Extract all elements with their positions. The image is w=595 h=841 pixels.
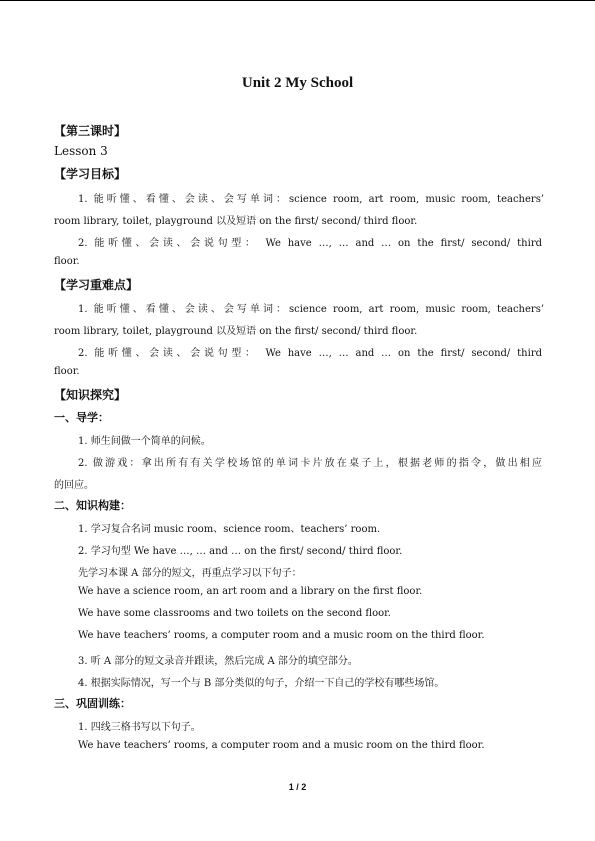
page-title: Unit 2 My School — [241, 75, 354, 91]
build-item1: 1. 学习复合名词 music room、science room、teachers’ room. — [78, 524, 381, 535]
build-item3: 3. 听 A 部分的短文录音并跟读，然后完成 A 部分的填空部分。 — [78, 656, 358, 667]
guide-item2-line1: 2. 做游戏：拿出所有有关学校场馆的单词卡片放在桌子上，根据老师的指令，做出相应 — [78, 458, 542, 469]
build-item4: 4. 根据实际情况，写一个与 B 部分类似的句子，介绍一下自己的学校有哪些场馆。 — [78, 678, 445, 689]
objectives-item1-line1: 1. 能听懂、看懂、会读、会写单词：science room, art room, music room, teachers’ — [78, 194, 544, 205]
objectives-item2-line2: floor. — [54, 256, 80, 267]
objectives-item2-line1: 2. 能听懂、会读、会说句型： We have …, … and … on the first/ second/ third — [78, 238, 542, 249]
build-heading: 二、知识构建： — [54, 499, 131, 512]
page-top-rule — [0, 0, 595, 1]
practice-sentence: We have teachers’ rooms, a computer room and a music room on the third floor. — [78, 740, 485, 751]
lesson-label: Lesson 3 — [54, 144, 108, 158]
guide-heading: 一、导学： — [54, 411, 109, 424]
objectives-item1-line2: room library, toilet, playground 以及短语 on the first/ second/ third floor. — [54, 216, 418, 227]
guide-item2-line2: 的回应。 — [54, 480, 94, 491]
practice-heading: 三、巩固训练： — [54, 697, 131, 710]
key-points-item2-line1: 2. 能听懂、会读、会说句型： We have …, … and … on the first/ second/ third — [78, 348, 542, 359]
build-sentence3: We have teachers’ rooms, a computer room and a music room on the third floor. — [78, 630, 485, 641]
build-intro: 先学习本课 A 部分的短文，再重点学习以下句子： — [78, 568, 302, 579]
explore-heading: 【知识探究】 — [54, 388, 127, 402]
practice-item1: 1. 四线三格书写以下句子。 — [78, 722, 201, 733]
build-item2: 2. 学习句型 We have …, … and … on the first/ second/ third floor. — [78, 546, 403, 557]
objectives-heading: 【学习目标】 — [54, 167, 127, 181]
guide-item1: 1. 师生间做一个简单的问候。 — [78, 436, 211, 447]
key-points-item1-line1: 1. 能听懂、看懂、会读、会写单词：science room, art room, music room, teachers’ — [78, 304, 544, 315]
build-sentence2: We have some classrooms and two toilets on the second floor. — [78, 608, 391, 619]
lesson-period-heading: 【第三课时】 — [54, 124, 127, 138]
key-points-item2-line2: floor. — [54, 366, 80, 377]
key-points-item1-line2: room library, toilet, playground 以及短语 on the first/ second/ third floor. — [54, 326, 418, 337]
key-points-heading: 【学习重难点】 — [54, 278, 139, 292]
page-number: 1 / 2 — [288, 782, 307, 792]
build-sentence1: We have a science room, an art room and a library on the first floor. — [78, 586, 423, 597]
